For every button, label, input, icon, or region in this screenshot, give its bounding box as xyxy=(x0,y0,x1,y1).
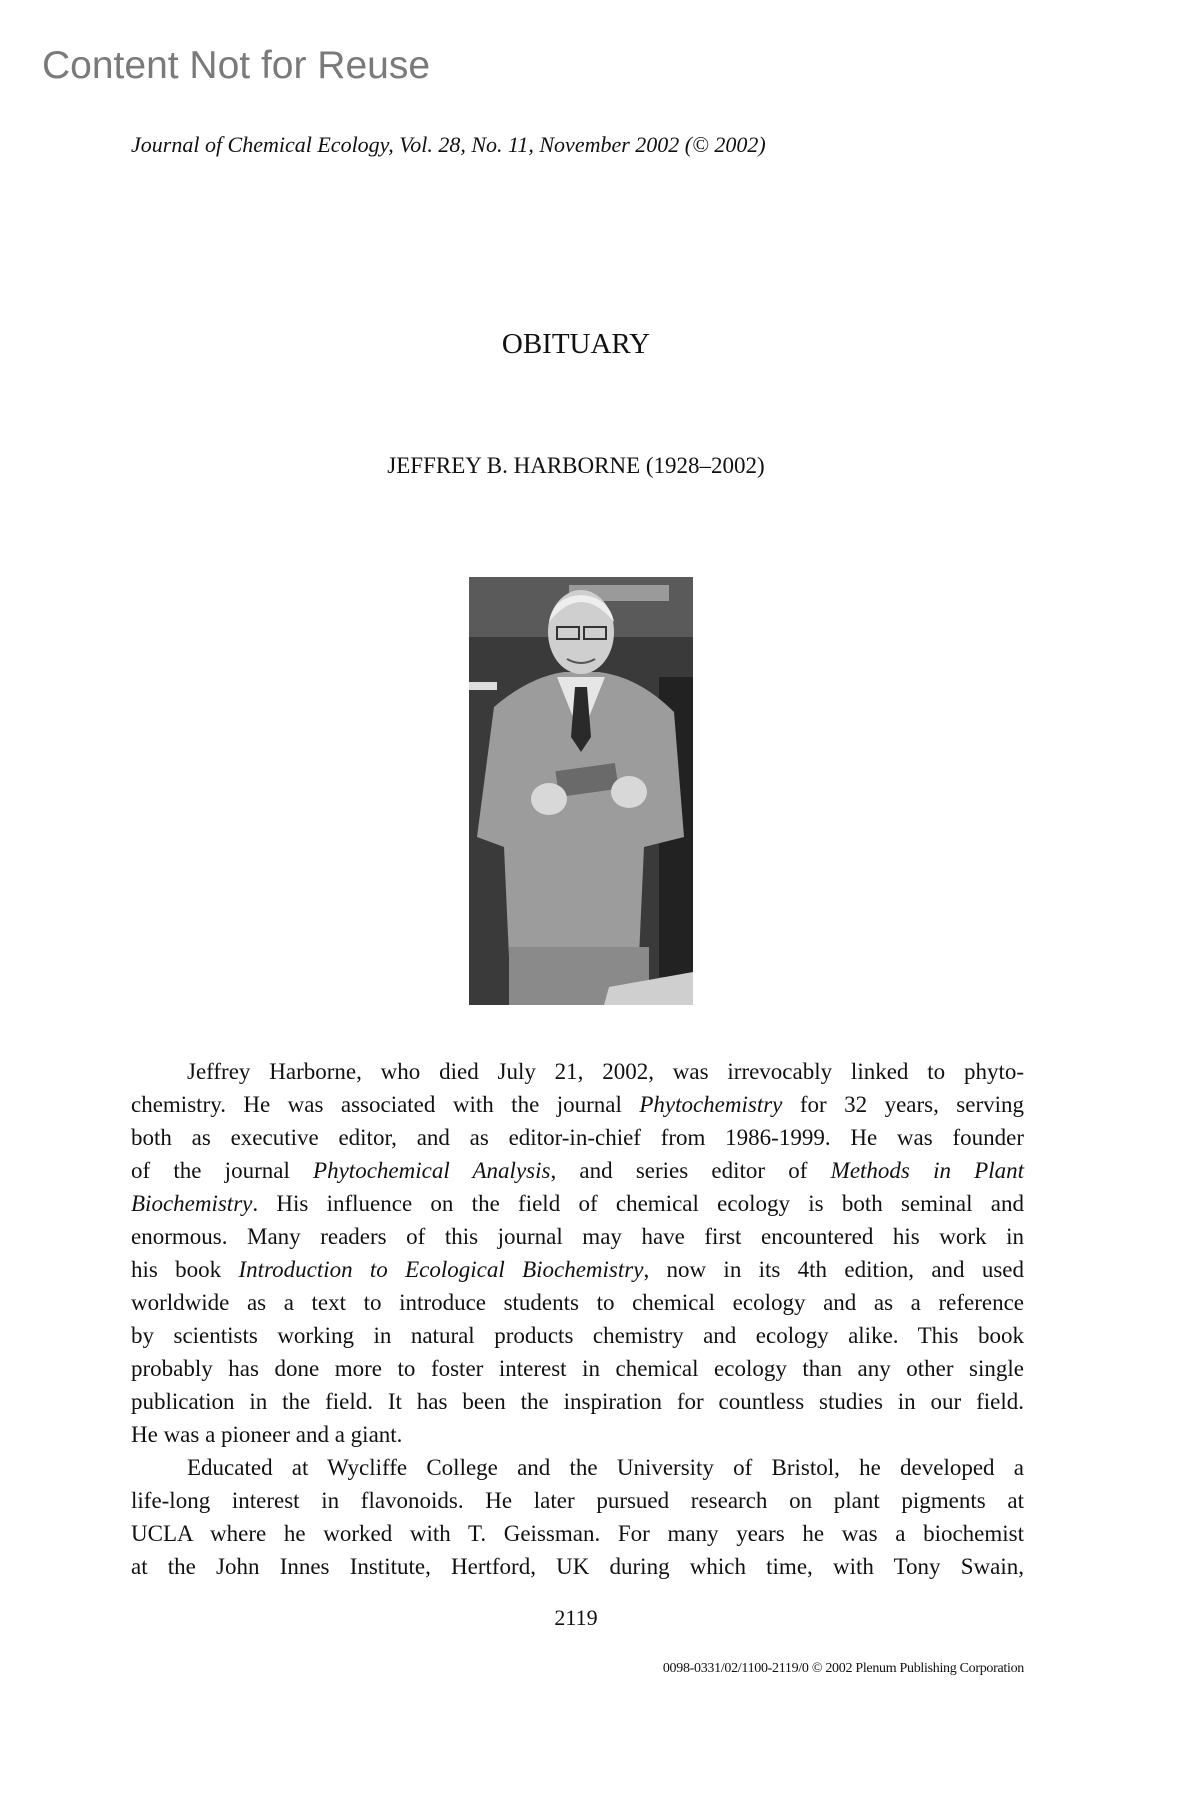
portrait-photo xyxy=(469,577,693,1005)
text-segment: . His influence on the field of chemical ecology is both seminal and xyxy=(252,1191,1024,1216)
text-line xyxy=(131,1451,1024,1484)
text-line xyxy=(131,1517,1024,1550)
section-title: OBITUARY xyxy=(501,328,651,360)
italic-title: Phytochemical Analysis xyxy=(313,1158,551,1183)
text-line xyxy=(131,1352,1024,1385)
text-segment: by scientists working in natural products chemistry and ecology alike. This book xyxy=(131,1323,1024,1348)
text-line xyxy=(131,1088,1024,1121)
text-segment: life-long interest in flavonoids. He later pursued research on plant pigments at xyxy=(131,1488,1024,1513)
text-segment: worldwide as a text to introduce students to chemical ecology and as a reference xyxy=(131,1290,1024,1315)
text-segment: enormous. Many readers of this journal may have first encountered his work in xyxy=(131,1224,1024,1249)
text-segment: , now in its 4th edition, and used xyxy=(643,1257,1024,1282)
text-line xyxy=(131,1286,1024,1319)
text-segment: at the John Innes Institute, Hertford, UK during which time, with Tony Swain, xyxy=(131,1554,1024,1579)
text-segment: of the journal xyxy=(131,1158,314,1183)
italic-title: Methods in Plant xyxy=(830,1158,1025,1183)
text-line xyxy=(131,1187,1024,1220)
obituary-subject: JEFFREY B. HARBORNE (1928–2002) xyxy=(387,453,765,478)
text-line xyxy=(131,1121,1024,1154)
text-line xyxy=(131,1484,1024,1517)
text-segment: , and series editor of xyxy=(550,1158,831,1183)
italic-title: Introduction to Ecological Biochemistry xyxy=(238,1257,644,1282)
italic-title: Phytochemistry xyxy=(639,1092,783,1117)
text-segment: for 32 years, serving xyxy=(782,1092,1024,1117)
italic-title: Biochemistry xyxy=(131,1191,253,1216)
watermark: Content Not for Reuse xyxy=(42,44,431,87)
text-segment: He was a pioneer and a giant. xyxy=(131,1422,403,1447)
text-line xyxy=(131,1253,1024,1286)
text-segment: his book xyxy=(131,1257,239,1282)
text-segment: Jeffrey Harborne, who died July 21, 2002, was irrevocably linked to phyto- xyxy=(187,1059,1024,1084)
text-segment: both as executive editor, and as editor-in-chief from 1986-1999. He was founder xyxy=(131,1125,1024,1150)
text-line xyxy=(131,1220,1024,1253)
journal-citation: Journal of Chemical Ecology, Vol. 28, No. 11, November 2002 (© 2002) xyxy=(131,132,766,157)
text-line xyxy=(131,1385,1024,1418)
copyright-footer: 0098-0331/02/1100-2119/0 © 2002 Plenum Publishing Corporation xyxy=(662,1661,1024,1676)
text-segment: publication in the field. It has been the inspiration for countless studies in our field. xyxy=(131,1389,1024,1414)
text-segment: UCLA where he worked with T. Geissman. For many years he was a biochemist xyxy=(131,1521,1024,1546)
text-line xyxy=(131,1550,1024,1583)
text-line xyxy=(131,1319,1024,1352)
text-segment: chemistry. He was associated with the journal xyxy=(131,1092,640,1117)
text-segment: Educated at Wycliffe College and the University of Bristol, he developed a xyxy=(187,1455,1024,1480)
text-line xyxy=(131,1055,1024,1088)
text-line xyxy=(131,1418,1024,1451)
text-line xyxy=(131,1154,1024,1187)
page-number: 2119 xyxy=(554,1605,598,1630)
text-segment: probably has done more to foster interest in chemical ecology than any other single xyxy=(131,1356,1024,1381)
body-text xyxy=(131,1055,1024,1583)
